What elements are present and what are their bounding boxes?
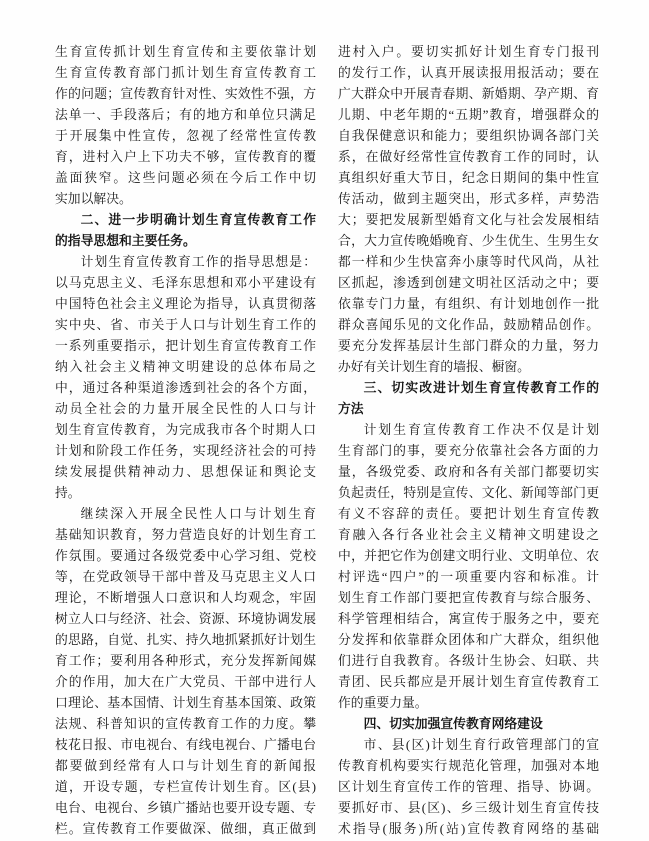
text-line: 动员全社会的力量开展全民性的人口与计 bbox=[55, 402, 316, 416]
text-line: 划生育工作部门要把宣传教育与综合服务、 bbox=[338, 591, 599, 605]
text-line: 法单一、手段落后；有的地方和单位只满足 bbox=[55, 108, 316, 122]
text-line: 负起责任，特别是宣传、文化、新闻等部门更 bbox=[338, 486, 599, 500]
text-line: 法规、科普知识的宣传教育工作的力度。攀 bbox=[55, 717, 316, 731]
column-left bbox=[55, 42, 316, 841]
text-line: 树立人口与经济、社会、资源、环境协调发展 bbox=[55, 612, 316, 626]
text-line: 实加以解决。 bbox=[55, 192, 132, 206]
text-line: 实中央、省、市关于人口与计划生育工作的 bbox=[55, 318, 316, 332]
text-line: 合，大力宣传晚婚晚育、少生优生、生男生女 bbox=[338, 234, 599, 248]
text-line: 计划生育宣传教育工作决不仅是计划 bbox=[363, 423, 599, 437]
text-line: 中国特色社会主义理论为指导，认真贯彻落 bbox=[55, 297, 316, 311]
text-line: 口理论、基本国情、计划生育基本国策、政策 bbox=[55, 696, 316, 710]
heading-line: 的指导思想和主要任务。 bbox=[55, 234, 196, 248]
text-line: 基础知识教育，努力营造良好的计划生育工 bbox=[55, 528, 316, 542]
text-line: 育，进村入户上下功夫不够，宣传教育的覆 bbox=[55, 150, 316, 164]
text-line: 真组织好重大节日，纪念日期间的集中性宣 bbox=[338, 171, 599, 185]
text-line: 作的重要力量。 bbox=[338, 696, 428, 710]
text-line: 依靠专门力量，有组织、有计划地创作一批 bbox=[338, 297, 599, 311]
text-line: 市、县(区)计划生育行政管理部门的宣 bbox=[363, 738, 599, 752]
text-line: 中，通过各种渠道渗透到社会的各个方面， bbox=[55, 381, 316, 395]
text-line: 青团、民兵都应是开展计划生育宣传教育工 bbox=[338, 675, 599, 689]
text-line: 有义不容辞的责任。要把计划生育宣传教 bbox=[338, 507, 599, 521]
text-line: 生育部门的事，要充分依靠社会各方面的力 bbox=[338, 444, 599, 458]
text-line: 进村入户。要切实抓好计划生育专门报刊 bbox=[338, 45, 599, 59]
text-line: 术指导(服务)所(站)宣传教育网络的基础 bbox=[338, 822, 599, 836]
text-line: 村评选“四户”的一项重要内容和标准。计 bbox=[338, 570, 599, 584]
text-line: 盖面狭窄。这些问题必须在今后工作中切 bbox=[55, 171, 316, 185]
text-line: 要充分发挥基层计生部门群众的力量，努力 bbox=[338, 339, 599, 353]
text-line: 续发展提供精神动力、思想保证和舆论支 bbox=[55, 465, 316, 479]
column-right bbox=[338, 42, 599, 841]
text-line: 计划和阶段工作任务，实现经济社会的可持 bbox=[55, 444, 316, 458]
text-line: 科学管理相结合，寓宣传于服务之中，要充 bbox=[338, 612, 599, 626]
text-line: 要抓好市、县(区)、乡三级计划生育宣传技 bbox=[338, 801, 599, 815]
text-line: 纳入社会主义精神文明建设的总体布局之 bbox=[55, 360, 316, 374]
text-line: 中，并把它作为创建文明行业、文明单位、农 bbox=[338, 549, 599, 563]
heading-line: 二、进一步明确计划生育宣传教育工作 bbox=[80, 213, 316, 227]
text-line: 量，各级党委、政府和各有关部门都要切实 bbox=[338, 465, 599, 479]
text-line: 分发挥和依靠群众团体和广大群众，组织他 bbox=[338, 633, 599, 647]
text-line: 栏。宣传教育工作要做深、做细，真正做到 bbox=[55, 822, 316, 836]
text-line: 持。 bbox=[55, 486, 81, 500]
text-line: 育工作；要利用各种形式，充分发挥新闻媒 bbox=[55, 654, 316, 668]
text-line: 育融入各行各业社会主义精神文明建设之 bbox=[338, 528, 599, 542]
text-line: 办好有关计划生育的墙报、橱窗。 bbox=[338, 360, 530, 374]
text-line: 大；要把发展新型婚育文化与社会发展相结 bbox=[338, 213, 599, 227]
text-line: 以马克思主义、毛泽东思想和邓小平建设有 bbox=[55, 276, 316, 290]
text-line: 介的作用，加大在广大党员、干部中进行人 bbox=[55, 675, 316, 689]
text-line: 一系列重要指示，把计划生育宣传教育工作 bbox=[55, 339, 316, 353]
text-line: 生育宣传教育部门抓计划生育宣传教育工 bbox=[55, 66, 316, 80]
text-line: 传教育机构要实行规范化管理，加强对本地 bbox=[338, 759, 599, 773]
text-line: 划生育宣传教育，为完成我市各个时期人口 bbox=[55, 423, 316, 437]
text-line: 枝花日报、市电视台、有线电视台、广播电台 bbox=[55, 738, 316, 752]
text-line: 儿期、中老年期的“五期”教育，增强群众的 bbox=[338, 108, 599, 122]
heading-line: 三、切实改进计划生育宣传教育工作的 bbox=[363, 381, 599, 395]
text-line: 于开展集中性宣传，忽视了经常性宣传教 bbox=[55, 129, 316, 143]
text-line: 继续深入开展全民性人口与计划生育 bbox=[80, 507, 316, 521]
text-line: 广大群众中开展青春期、新婚期、孕产期、育 bbox=[338, 87, 599, 101]
text-line: 理论，不断增强人口意识和人均观念，牢固 bbox=[55, 591, 316, 605]
text-line: 等，在党政领导干部中普及马克思主义人口 bbox=[55, 570, 316, 584]
text-line: 都要做到经常有人口与计划生育的新闻报 bbox=[55, 759, 316, 773]
text-line: 电台、电视台、乡镇广播站也要开设专题、专 bbox=[55, 801, 316, 815]
text-line: 群众喜闻乐见的文化作品，鼓励精品创作。 bbox=[338, 318, 599, 332]
text-line: 的思路，自觉、扎实、持久地抓紧抓好计划生 bbox=[55, 633, 316, 647]
text-line: 自我保健意识和能力；要组织协调各部门关 bbox=[338, 129, 599, 143]
text-line: 区计划生育宣传工作的管理、指导、协调。 bbox=[338, 780, 599, 794]
text-line: 作的问题；宣传教育针对性、实效性不强，方 bbox=[55, 87, 316, 101]
text-line: 传活动，做到主题突出，形式多样，声势浩 bbox=[338, 192, 599, 206]
text-line: 区抓起，渗透到创建文明社区活动之中；要 bbox=[338, 276, 599, 290]
text-line: 们进行自我教育。各级计生协会、妇联、共 bbox=[338, 654, 599, 668]
heading-line: 四、切实加强宣传教育网络建设 bbox=[363, 717, 543, 731]
heading-line: 方法 bbox=[338, 402, 364, 416]
text-line: 生育宣传抓计划生育宣传和主要依靠计划 bbox=[55, 45, 316, 59]
text-line: 系，在做好经常性宣传教育工作的同时，认 bbox=[338, 150, 599, 164]
text-line: 都一样和少生快富奔小康等时代风尚，从社 bbox=[338, 255, 599, 269]
text-line: 计划生育宣传教育工作的指导思想是： bbox=[80, 255, 316, 269]
text-line: 作氛围。要通过各级党委中心学习组、党校 bbox=[55, 549, 316, 563]
text-line: 的发行工作，认真开展读报用报活动；要在 bbox=[338, 66, 599, 80]
text-line: 道，开设专题，专栏宣传计划生育。区(县) bbox=[55, 780, 316, 794]
